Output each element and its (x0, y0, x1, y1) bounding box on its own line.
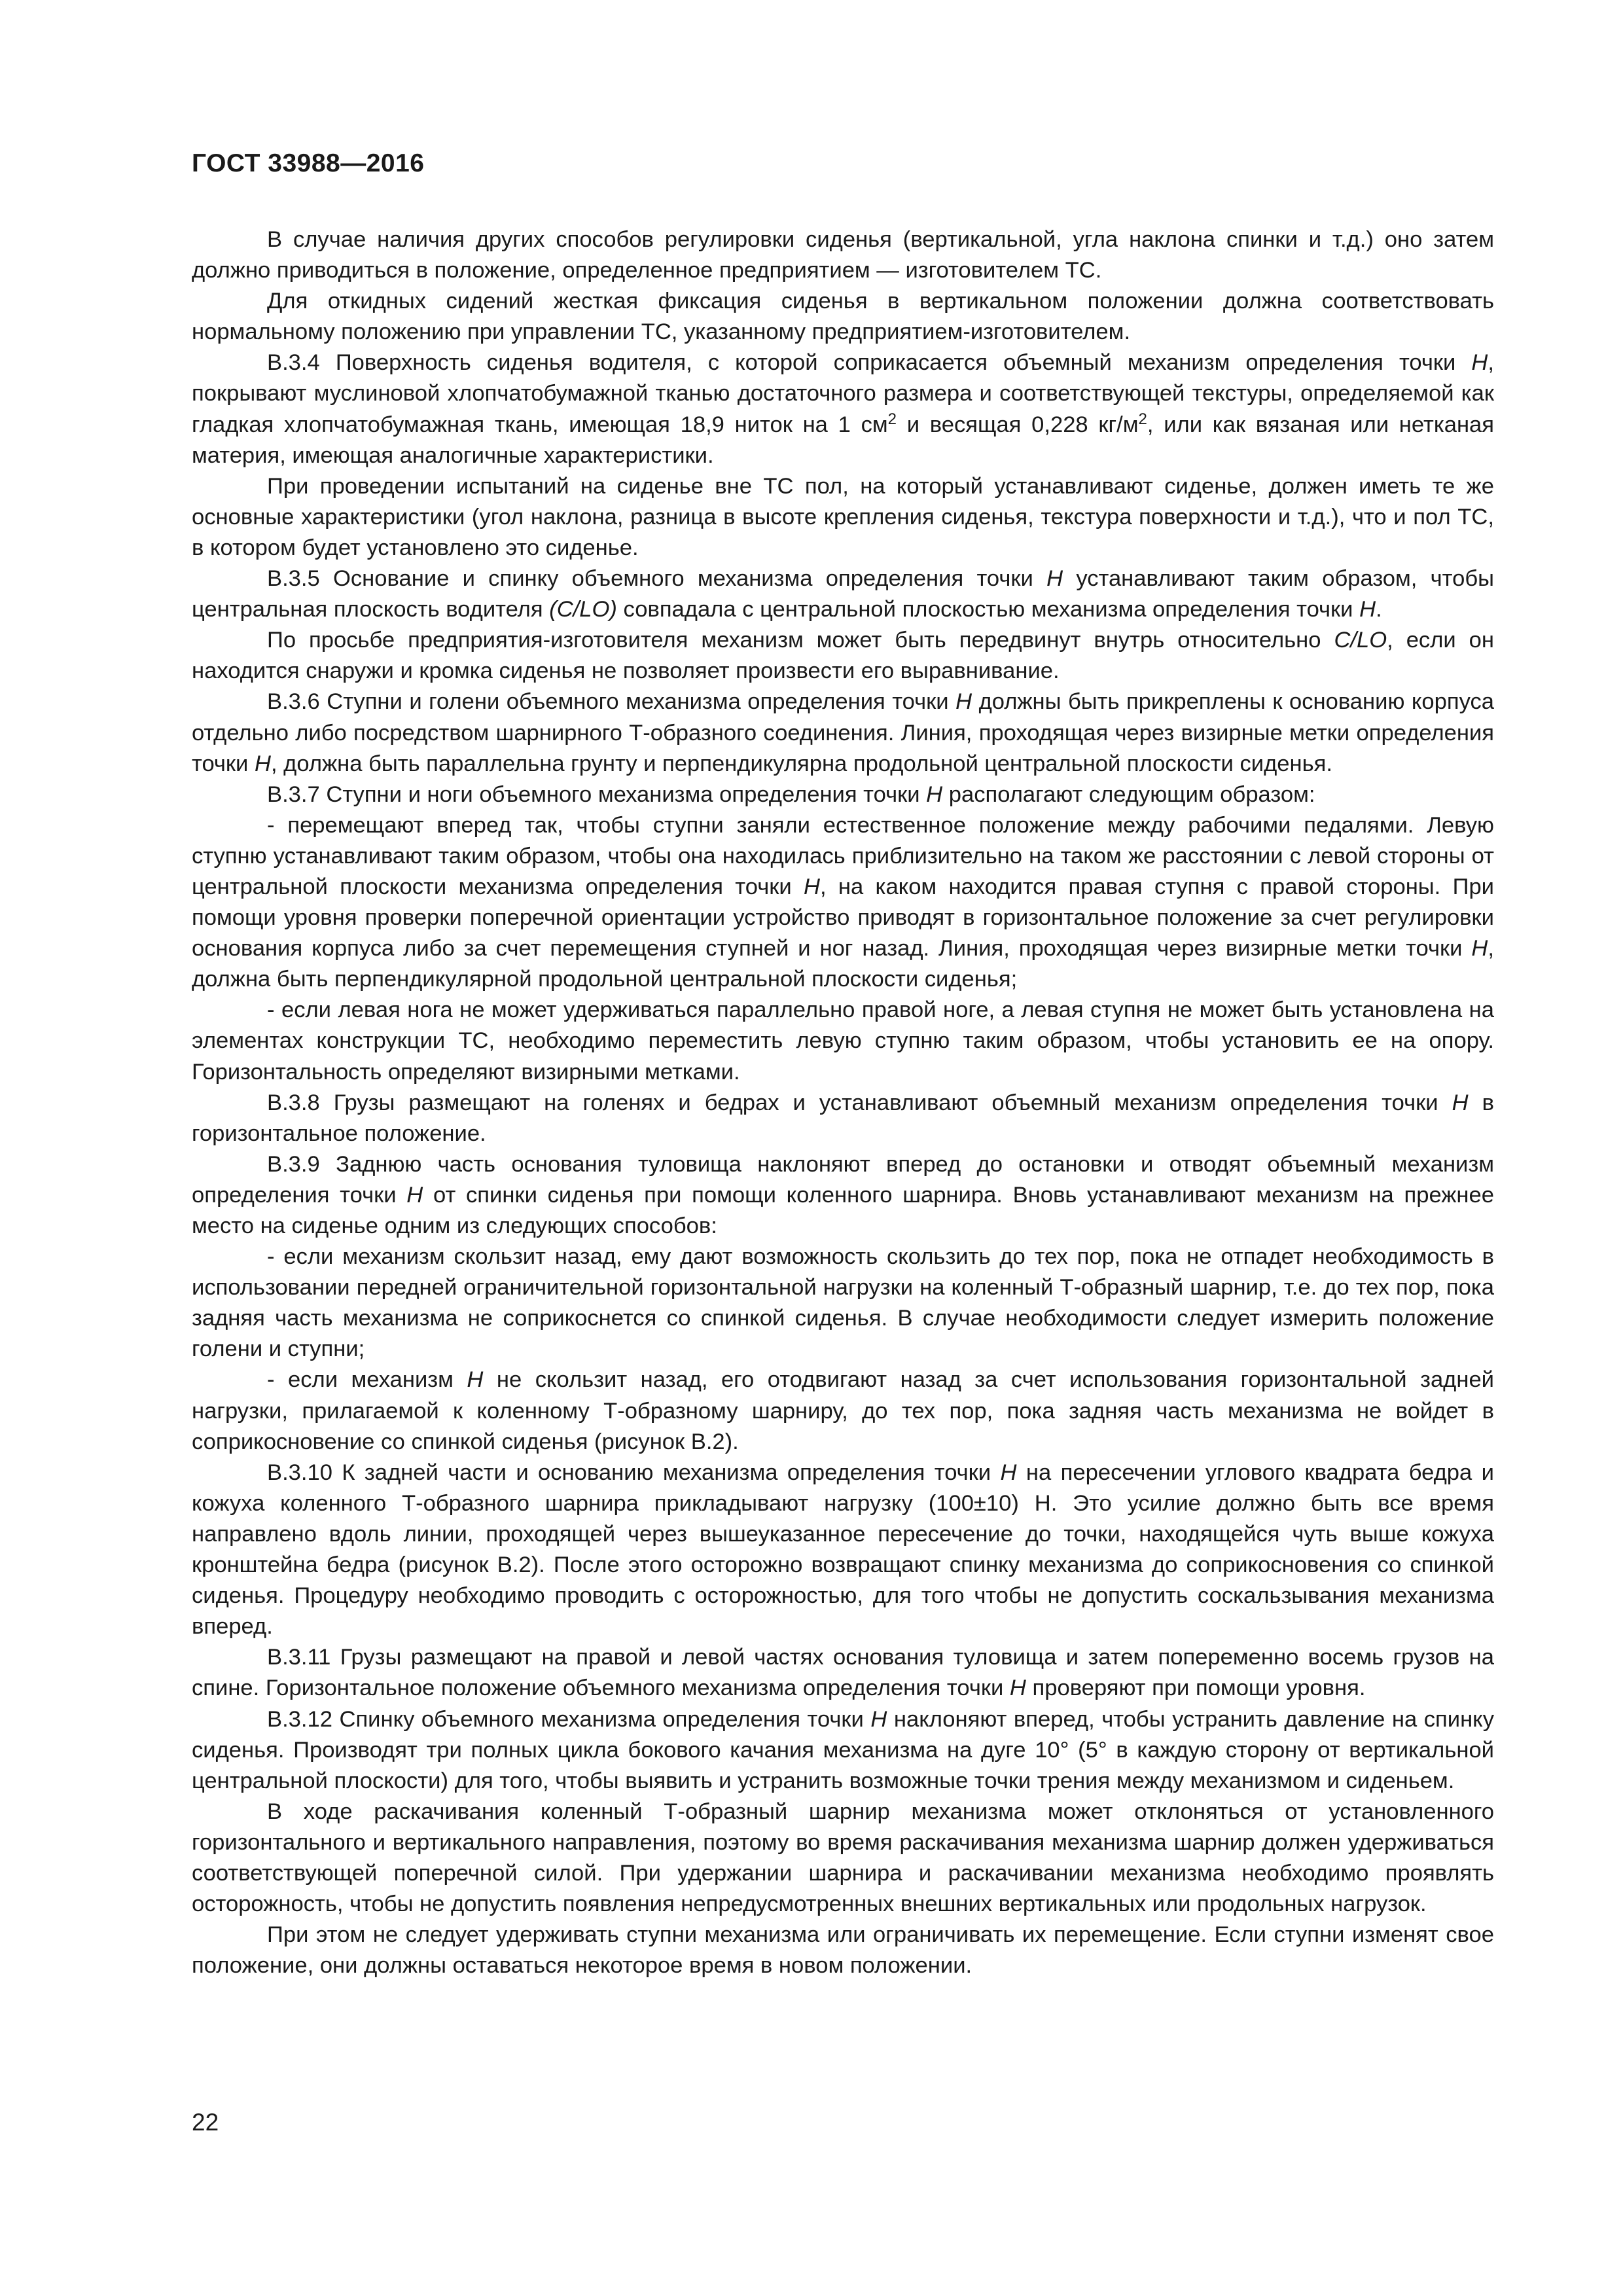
paragraph (192, 1458, 1494, 1643)
italic-symbol: Н (926, 781, 943, 807)
paragraph (192, 625, 1494, 687)
text-run: , покрывают муслиновой хлопчатобумажной тканью достаточного размера и соответствующей текстуры, определяемой как гладкая хлопчатобумажная ткань, имеющая 18,9 ниток на 1 см (192, 350, 1494, 437)
paragraph (192, 687, 1494, 779)
text-run: При этом не следует удерживать ступни механизма или ограничивать их перемещение. Если ступни изменят свое положение, они должны оставаться некоторое время в новом положении. (192, 1922, 1494, 1979)
paragraph (192, 1088, 1494, 1149)
italic-symbol: Н (1471, 350, 1488, 376)
italic-symbol: Н (406, 1182, 423, 1208)
italic-symbol: Н (1359, 597, 1376, 622)
text-run: В.3.12 Спинку объемного механизма определения точки (267, 1706, 871, 1732)
italic-symbol: Н (1000, 1460, 1017, 1485)
text-run: В ходе раскачивания коленный Т-образный шарнир механизма может отклоняться от установленного горизонтального и вертикального направления, поэтому во время раскачивания механизма шарнир должен удерживаться соответствующей поперечной силой. При удержании шарнира и раскачивании механизма необходимо проявлять осторожность, чтобы не допустить появления непредусмотренных внешних вертикальных или продольных нагрузок. (192, 1799, 1494, 1917)
italic-symbol: C/LO (1334, 628, 1387, 653)
text-run: - если механизм скользит назад, ему дают возможность скользить до тех пор, пока не отпадет необходимость в использовании передней ограничительной горизонтальной нагрузки на коленный Т-образный шарнир, т.е. до тех пор, пока задняя часть механизма не соприкоснется со спинкой сиденья. В случае необходимости следует измерить положение голени и ступни; (192, 1244, 1494, 1362)
text-run: от спинки сиденья при помощи коленного шарнира. Вновь устанавливают механизм на прежнее место на сиденье одним из следующих способов: (192, 1182, 1494, 1238)
paragraph (192, 810, 1494, 996)
text-run: , или как вязаная или нетканая материя, имеющая аналогичные характеристики. (192, 412, 1494, 468)
text-run: - если левая нога не может удерживаться параллельно правой ноге, а левая ступня не может быть установлена на элементах конструкции ТС, необходимо переместить левую ступню таким образом, чтобы установить ее на опору. Горизонтальность определяют визирными метками. (192, 997, 1494, 1085)
text-run: наклоняют вперед, чтобы устранить давление на спинку сиденья. Производят три полных цикла бокового качания механизма на дуге 10° (5° в каждую сторону от вертикальной центральной плоскости) для того, чтобы выявить и устранить возможные точки трения между механизмом и сиденьем. (192, 1706, 1494, 1793)
italic-symbol: Н (254, 751, 271, 776)
paragraph (192, 780, 1494, 810)
superscript: 2 (1138, 410, 1147, 428)
paragraph (192, 224, 1494, 286)
italic-symbol: Н (870, 1706, 887, 1732)
superscript: 2 (887, 410, 897, 428)
italic-symbol: Н (1046, 566, 1063, 592)
italic-symbol: Н (955, 689, 972, 715)
text-run: В.3.4 Поверхность сиденья водителя, с которой соприкасается объемный механизм определения точки (267, 350, 1472, 376)
paragraph (192, 471, 1494, 564)
text-run: , если он находится снаружи и кромка сиденья не позволяет произвести его выравнивание. (192, 628, 1494, 684)
text-run: располагают следующим образом: (942, 781, 1315, 807)
text-run: В.3.11 Грузы размещают на правой и левой частях основания туловища и затем попеременно восемь грузов на спине. Горизонтальное положение объемного механизма определения точки (192, 1645, 1494, 1701)
paragraph (192, 1365, 1494, 1457)
paragraph (192, 1704, 1494, 1797)
text-run: должны быть прикреплены к основанию корпуса отдельно либо посредством шарнирного Т-образного соединения. Линия, проходящая через визирные метки определения точки (192, 689, 1494, 776)
paragraph (192, 564, 1494, 625)
text-run: При проведении испытаний на сиденье вне ТС пол, на который устанавливают сиденье, должен иметь те же основные характеристики (угол наклона, разница в высоте крепления сиденья, текстура поверхности и т.д.), что и пол ТС, в котором будет установлено это сиденье. (192, 473, 1494, 560)
text-run: По просьбе предприятия-изготовителя механизм может быть передвинут внутрь относительно (267, 628, 1334, 653)
paragraph (192, 1149, 1494, 1242)
paragraph (192, 995, 1494, 1087)
document-header: ГОСТ 33988—2016 (192, 149, 425, 177)
page-number: 22 (192, 2109, 219, 2136)
italic-symbol: Н (1009, 1676, 1026, 1701)
text-run: не скользит назад, его отодвигают назад за счет использования горизонтальной задней нагрузки, прилагаемой к коленному Т-образному шарниру, до тех пор, пока задняя часть механизма не войдет в соприкосновение со спинкой сиденья (рисунок В.2). (192, 1367, 1494, 1454)
text-run: Для откидных сидений жесткая фиксация сиденья в вертикальном положении должна соответствовать нормальному положению при управлении ТС, указанному предприятием-изготовителем. (192, 289, 1494, 345)
text-run: и весящая 0,228 кг/м (897, 412, 1139, 437)
text-run: В.3.5 Основание и спинку объемного механизма определения точки (267, 566, 1047, 592)
text-run: , должна быть перпендикулярной продольной центральной плоскости сиденья; (192, 936, 1494, 992)
text-run: В.3.6 Ступни и голени объемного механизма определения точки (267, 689, 956, 715)
text-run: В.3.9 Заднюю часть основания туловища наклоняют вперед до остановки и отводят объемный механизм определения точки (192, 1151, 1494, 1208)
text-run: , должна быть параллельна грунту и перпендикулярна продольной центральной плоскости сиденья. (270, 751, 1332, 776)
text-run: совпадала с центральной плоскостью механизма определения точки (616, 597, 1360, 622)
text-run: на пересечении углового квадрата бедра и кожуха коленного Т-образного шарнира прикладывают нагрузку (100±10) Н. Это усилие должно быть все время направлено вдоль линии, проходящей через вышеуказанное пересечение до точки, находящейся чуть выше кожуха кронштейна бедра (рисунок В.2). После этого осторожно возвращают спинку механизма до соприкосновения со спинкой сиденья. Процедуру необходимо проводить с осторожностью, для того чтобы не допустить соскальзывания механизма вперед. (192, 1460, 1494, 1640)
document-body (192, 224, 1494, 1981)
paragraph (192, 348, 1494, 471)
text-run: устанавливают таким образом, чтобы центральная плоскость водителя (192, 566, 1494, 622)
text-run: , на каком находится правая ступня с правой стороны. При помощи уровня проверки поперечной ориентации устройство приводят в горизонтальное положение за счет регулировки основания корпуса либо за счет перемещения ступней и ног назад. Линия, проходящая через визирные метки точки (192, 874, 1494, 961)
italic-symbol: Н (803, 874, 820, 899)
text-run: - перемещают вперед так, чтобы ступни заняли естественное положение между рабочими педалями. Левую ступню устанавливают таким образом, чтобы она находилась приблизительно на таком же расстоянии с левой стороны от центральной плоскости механизма определения точки (192, 812, 1494, 899)
text-run: В.3.7 Ступни и ноги объемного механизма определения точки (267, 781, 927, 807)
text-run: проверяют при помощи уровня. (1026, 1676, 1366, 1701)
text-run: В.3.10 К задней части и основанию механизма определения точки (267, 1460, 1001, 1485)
paragraph (192, 1920, 1494, 1981)
text-run: В случае наличия других способов регулировки сиденья (вертикальной, угла наклона спинки и т.д.) оно затем должно приводиться в положение, определенное предприятием — изготовителем ТС. (192, 227, 1494, 283)
text-run: В.3.8 Грузы размещают на голенях и бедрах и устанавливают объемный механизм определения точки (267, 1090, 1452, 1115)
text-run: . (1376, 597, 1382, 622)
text-run: в горизонтальное положение. (192, 1090, 1494, 1146)
text-run: - если механизм (267, 1367, 467, 1393)
paragraph (192, 1642, 1494, 1704)
italic-symbol: (C/LO) (549, 597, 617, 622)
paragraph (192, 286, 1494, 348)
paragraph (192, 1242, 1494, 1365)
italic-symbol: Н (467, 1367, 484, 1393)
italic-symbol: Н (1452, 1090, 1469, 1115)
italic-symbol: Н (1471, 936, 1488, 961)
paragraph (192, 1797, 1494, 1920)
